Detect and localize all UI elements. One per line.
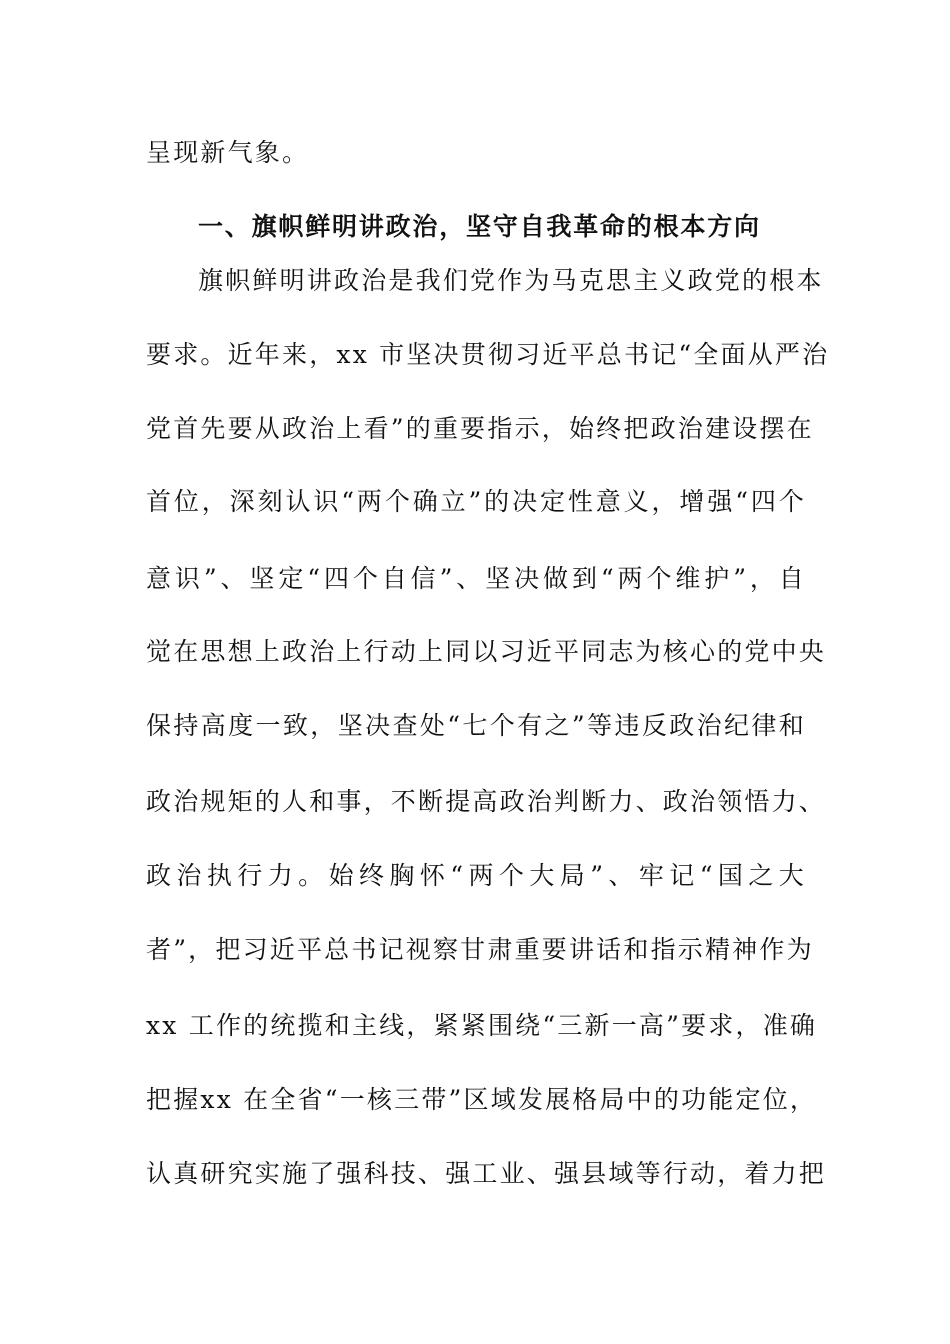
paragraph-line: 把握xx 在全省“一核三带”区域发展格局中的功能定位， [146, 1085, 818, 1114]
paragraph-line: 政治规矩的人和事，不断提高政治判断力、政治领悟力、 [146, 787, 827, 816]
paragraph-line: 觉在思想上政治上行动上同以习近平同志为核心的党中央 [146, 637, 827, 666]
paragraph-line: 意识”、坚定“四个自信”、坚决做到“两个维护”，自 [146, 564, 806, 593]
paragraph-line: 首位，深刻认识“两个确立”的决定性意义，增强“四个 [146, 487, 806, 516]
paragraph-line: 要求。近年来，xx 市坚决贯彻习近平总书记“全面从严治 [146, 340, 830, 369]
paragraph-line: 党首先要从政治上看”的重要指示，始终把政治建设摆在 [146, 414, 814, 443]
paragraph-line: 者”，把习近平总书记视察甘肃重要讲话和指示精神作为 [146, 935, 814, 964]
paragraph-line: 保持高度一致，坚决查处“七个有之”等违反政治纪律和 [146, 711, 806, 740]
paragraph-line: 政治执行力。始终胸怀“两个大局”、牢记“国之大 [146, 861, 806, 890]
paragraph-line: 旗帜鲜明讲政治是我们党作为马克思主义政党的根本 [198, 266, 824, 295]
paragraph-line: 认真研究实施了强科技、强工业、强县域等行动，着力把 [146, 1159, 827, 1188]
section-heading: 一、旗帜鲜明讲政治，坚守自我革命的根本方向 [198, 212, 761, 241]
paragraph-line: 呈现新气象。 [146, 138, 310, 167]
paragraph-line: xx 工作的统揽和主线，紧紧围绕“三新一高”要求，准确 [146, 1011, 818, 1040]
